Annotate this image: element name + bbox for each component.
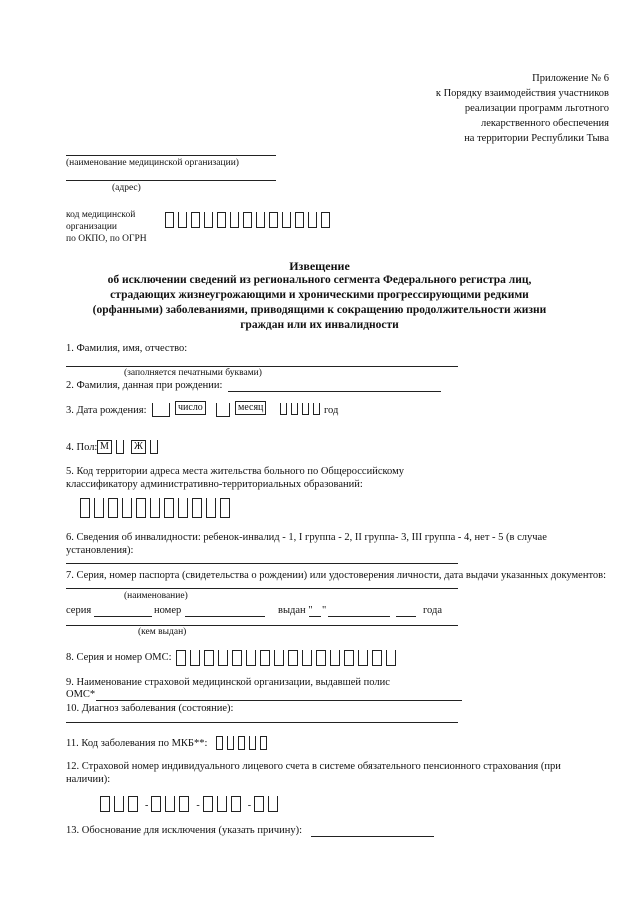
input-cell[interactable] xyxy=(178,498,188,518)
field-9-input-line[interactable] xyxy=(96,700,462,701)
field-10-label: 10. Диагноз заболевания (состояние): xyxy=(66,703,234,714)
input-cell[interactable] xyxy=(190,650,200,666)
field-7-number-label: номер xyxy=(154,605,182,616)
appendix-line-3: реализации программ льготного xyxy=(464,103,609,114)
input-cell[interactable] xyxy=(128,796,138,812)
input-cell[interactable] xyxy=(164,498,174,518)
input-cell[interactable] xyxy=(114,796,124,812)
org-code-label-2: организации xyxy=(66,222,118,232)
field-6-label-2: установления): xyxy=(66,545,134,556)
input-cell[interactable] xyxy=(313,403,320,415)
input-cell[interactable] xyxy=(288,650,298,666)
birth-month-label: месяц xyxy=(235,401,266,415)
field-12-label-2: наличии): xyxy=(66,774,111,785)
field-7-issued-label: выдан " xyxy=(278,605,313,616)
field-7-quote: " xyxy=(322,605,327,616)
input-cell[interactable] xyxy=(260,736,267,750)
field-8-label: 8. Серия и номер ОМС: xyxy=(66,652,172,663)
input-cell[interactable] xyxy=(302,650,312,666)
okato-cells[interactable] xyxy=(80,498,234,518)
document-title: Извещение xyxy=(289,259,350,273)
input-cell[interactable] xyxy=(220,498,230,518)
org-code-label-1: код медицинской xyxy=(66,210,136,220)
appendix-line-5: на территории Республики Тыва xyxy=(464,133,609,144)
org-name-line[interactable] xyxy=(66,155,276,156)
input-cell[interactable] xyxy=(165,212,174,228)
input-cell[interactable] xyxy=(227,736,234,750)
input-cell[interactable] xyxy=(330,650,340,666)
input-cell[interactable] xyxy=(256,212,265,228)
field-11-label: 11. Код заболевания по МКБ**: xyxy=(66,738,208,749)
mkb-cells[interactable] xyxy=(216,736,271,750)
input-cell[interactable] xyxy=(191,212,200,228)
oms-cells[interactable] xyxy=(176,650,400,666)
birth-day-label: число xyxy=(175,401,206,415)
birth-year-cells[interactable] xyxy=(280,403,324,415)
org-name-caption: (наименование медицинской организации) xyxy=(66,158,239,168)
input-cell[interactable] xyxy=(231,796,241,812)
org-code-cells[interactable] xyxy=(165,212,334,228)
input-cell[interactable] xyxy=(274,650,284,666)
field-13-input-line[interactable] xyxy=(311,836,434,837)
input-cell[interactable] xyxy=(302,403,309,415)
appendix-line-2: к Порядку взаимодействия участников xyxy=(435,88,609,99)
field-7-month-input[interactable] xyxy=(328,616,390,617)
input-cell[interactable] xyxy=(254,796,264,812)
document-subtitle-1: об исключении сведений из регионального сегмента Федерального регистра лиц, xyxy=(107,274,532,286)
snils-dash: - xyxy=(145,800,149,811)
input-cell[interactable] xyxy=(295,212,304,228)
field-1-label: 1. Фамилия, имя, отчество: xyxy=(66,343,188,354)
field-4-label: 4. Пол: xyxy=(66,442,98,453)
field-6-input-line[interactable] xyxy=(66,563,458,564)
input-cell[interactable] xyxy=(232,650,242,666)
input-cell[interactable] xyxy=(216,736,223,750)
field-7-day-input[interactable] xyxy=(309,616,321,617)
input-cell[interactable] xyxy=(358,650,368,666)
input-cell[interactable] xyxy=(246,650,256,666)
field-7-number-input[interactable] xyxy=(185,616,265,617)
input-cell[interactable] xyxy=(344,650,354,666)
snils-cells[interactable] xyxy=(100,796,282,812)
field-10-input-line[interactable] xyxy=(66,722,458,723)
field-7-issuer-caption: (кем выдан) xyxy=(138,627,187,637)
field-7-series-label: серия xyxy=(66,605,92,616)
field-5-label-1: 5. Код территории адреса места жительства больного по Общероссийскому xyxy=(66,466,404,477)
input-cell[interactable] xyxy=(282,212,291,228)
field-7-label: 7. Серия, номер паспорта (свидетельства о рождении) или удостоверения личности, дата выдачи указанных документов: xyxy=(66,570,607,581)
org-address-caption: (адрес) xyxy=(112,183,141,193)
input-cell[interactable] xyxy=(204,650,214,666)
org-address-line[interactable] xyxy=(66,180,276,181)
field-2-label: 2. Фамилия, данная при рождении: xyxy=(66,380,223,391)
input-cell[interactable] xyxy=(386,650,396,666)
appendix-line-4: лекарственного обеспечения xyxy=(480,118,609,129)
field-7-series-input[interactable] xyxy=(94,616,152,617)
input-cell[interactable] xyxy=(206,498,216,518)
input-cell[interactable] xyxy=(165,796,175,812)
org-code-label-3: по ОКПО, по ОГРН xyxy=(66,234,147,244)
input-cell[interactable] xyxy=(80,498,90,518)
input-cell[interactable] xyxy=(269,212,278,228)
input-cell[interactable] xyxy=(249,736,256,750)
document-subtitle-4: граждан или их инвалидности xyxy=(240,319,399,331)
field-13-label: 13. Обоснование для исключения (указать причину): xyxy=(66,825,303,836)
field-3-label: 3. Дата рождения: xyxy=(66,405,147,416)
input-cell[interactable] xyxy=(268,796,278,812)
input-cell[interactable] xyxy=(151,796,161,812)
field-7-doc-name-line[interactable] xyxy=(66,588,458,589)
document-subtitle-3: (орфанными) заболеваниями, приводящими к сокращению продолжительности жизни xyxy=(92,304,547,316)
input-cell[interactable] xyxy=(203,796,213,812)
input-cell[interactable] xyxy=(218,650,228,666)
input-cell[interactable] xyxy=(122,498,132,518)
input-cell[interactable] xyxy=(179,796,189,812)
field-7-issuer-line[interactable] xyxy=(66,625,458,626)
field-1-input-line[interactable] xyxy=(66,366,458,367)
input-cell[interactable] xyxy=(136,498,146,518)
field-2-input-line[interactable] xyxy=(228,391,441,392)
field-12-label-1: 12. Страховой номер индивидуального лицевого счета в системе обязательного пенсионного страхования (при xyxy=(66,761,561,772)
sex-male-option[interactable]: М xyxy=(97,440,112,454)
input-cell[interactable] xyxy=(94,498,104,518)
input-cell[interactable] xyxy=(230,212,239,228)
input-cell[interactable] xyxy=(280,403,287,415)
appendix-number: Приложение № 6 xyxy=(532,73,609,84)
sex-male-cell[interactable] xyxy=(116,440,124,454)
input-cell[interactable] xyxy=(238,736,245,750)
sex-female-cell[interactable] xyxy=(150,440,158,454)
input-cell[interactable] xyxy=(100,796,110,812)
input-cell[interactable] xyxy=(321,212,330,228)
field-9-label-2: ОМС* xyxy=(66,689,96,700)
input-cell[interactable] xyxy=(178,212,187,228)
input-cell[interactable] xyxy=(291,403,298,415)
input-cell[interactable] xyxy=(108,498,118,518)
field-9-label-1: 9. Наименование страховой медицинской организации, выдавшей полис xyxy=(66,677,390,688)
sex-female-option[interactable]: Ж xyxy=(131,440,146,454)
snils-dash: - xyxy=(196,800,200,811)
field-5-label-2: классификатору административно-территориальных образований: xyxy=(66,479,363,490)
field-1-caption: (заполняется печатными буквами) xyxy=(124,368,262,378)
input-cell[interactable] xyxy=(217,212,226,228)
field-7-year-input[interactable] xyxy=(396,616,416,617)
input-cell[interactable] xyxy=(243,212,252,228)
input-cell[interactable] xyxy=(372,650,382,666)
input-cell[interactable] xyxy=(308,212,317,228)
input-cell[interactable] xyxy=(150,498,160,518)
field-7-year-label: года xyxy=(423,605,442,616)
input-cell[interactable] xyxy=(192,498,202,518)
input-cell[interactable] xyxy=(176,650,186,666)
field-7-name-caption: (наименование) xyxy=(124,591,188,601)
input-cell[interactable] xyxy=(217,796,227,812)
input-cell[interactable] xyxy=(316,650,326,666)
birth-year-label: год xyxy=(324,405,339,416)
document-subtitle-2: страдающих жизнеугрожающими и хроническими прогрессирующими редкими xyxy=(110,289,529,301)
snils-dash: - xyxy=(247,800,252,811)
birth-day-cell-2[interactable] xyxy=(216,403,230,417)
input-cell[interactable] xyxy=(260,650,270,666)
field-6-label-1: 6. Сведения об инвалидности: ребенок-инвалид - 1, I группа - 2, II группа- 3, III группа - 4, нет - 5 (в случае xyxy=(66,532,547,543)
birth-day-cells[interactable] xyxy=(152,403,170,417)
input-cell[interactable] xyxy=(204,212,213,228)
